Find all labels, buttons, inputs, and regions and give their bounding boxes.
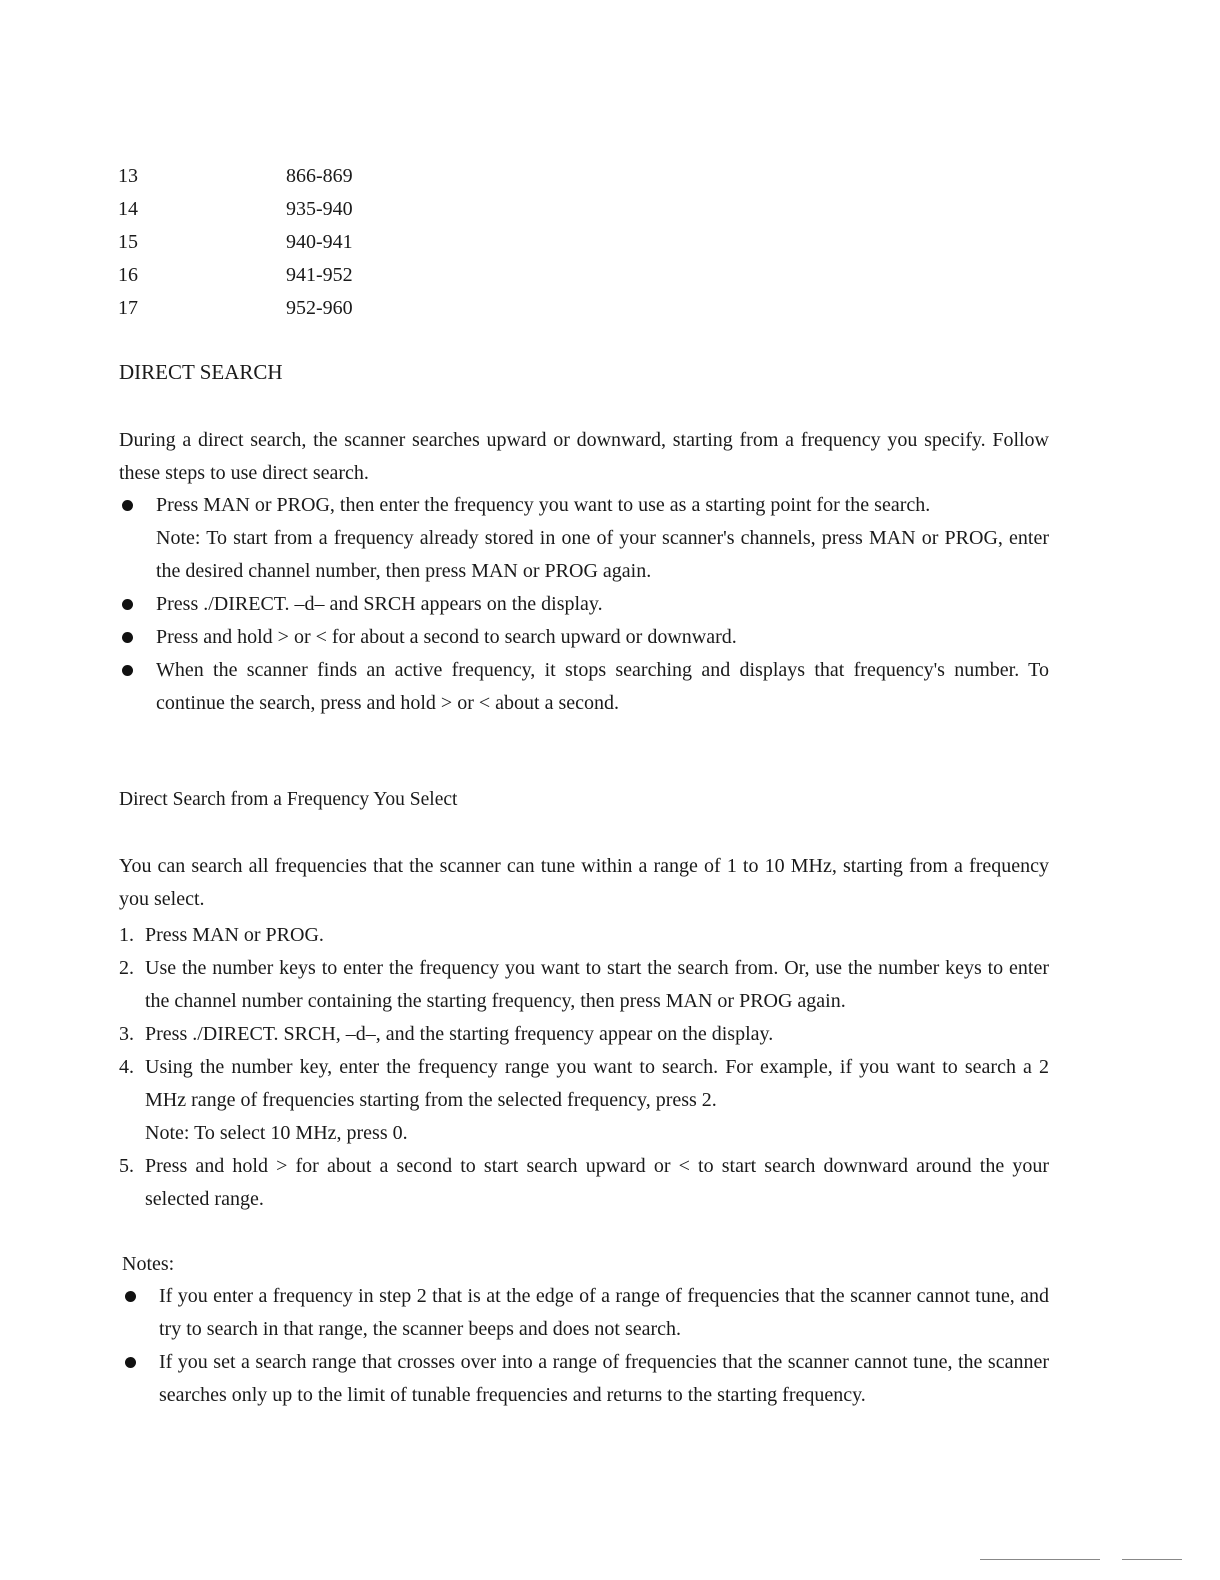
bullet-icon (125, 1291, 136, 1302)
notes-label: Notes: (122, 1253, 175, 1275)
step-text: Use the number keys to enter the frequency you want to start the search from. Or, use the number keys to enter the channel number containing the starting frequency, then press MAN or PROG again. (145, 957, 1049, 1012)
list-item (119, 489, 1049, 588)
table-row (118, 294, 486, 327)
step-number: 4. (119, 1056, 134, 1078)
step-number: 5. (119, 1155, 134, 1177)
step-text: Press MAN or PROG. (145, 924, 324, 946)
step-text: Press and hold > or < for about a second to search upward or downward. (156, 626, 737, 648)
frequency-range: 940-941 (286, 231, 353, 253)
frequency-range: 866-869 (286, 165, 353, 187)
note-text: If you enter a frequency in step 2 that is at the edge of a range of frequencies that the scanner cannot tune, and try to search in that range, the scanner beeps and does not search. (159, 1285, 1049, 1340)
notes-list (119, 1280, 1049, 1412)
bullet-icon (122, 599, 133, 610)
step-text: Press ./DIRECT. SRCH, –d–, and the starting frequency appear on the display. (145, 1023, 774, 1045)
range-number: 13 (118, 165, 138, 187)
step-number: 3. (119, 1023, 134, 1045)
list-item (119, 952, 1049, 1018)
range-number: 14 (118, 198, 138, 220)
scan-artifact (1122, 1559, 1182, 1560)
list-item (119, 654, 1049, 720)
bullet-icon (122, 665, 133, 676)
bullet-icon (125, 1357, 136, 1368)
step-note: Note: To select 10 MHz, press 0. (145, 1122, 408, 1144)
step-number: 2. (119, 957, 134, 979)
step-note: Note: To start from a frequency already stored in one of your scanner's channels, press MAN or PROG, enter the desired channel number, then press MAN or PROG again. (156, 527, 1049, 582)
step-text: Press MAN or PROG, then enter the frequency you want to use as a starting point for the search. (156, 494, 931, 516)
step-text: Using the number key, enter the frequency range you want to search. For example, if you want to search a 2 MHz range of frequencies starting from the selected frequency, press 2. (145, 1056, 1049, 1111)
section-heading: DIRECT SEARCH (119, 360, 283, 384)
frequency-range: 935-940 (286, 198, 353, 220)
list-item (119, 1018, 1049, 1051)
intro-paragraph: You can search all frequencies that the scanner can tune within a range of 1 to 10 MHz, starting from a frequency you select. (119, 855, 1049, 910)
range-number: 15 (118, 231, 138, 253)
list-item (119, 1280, 1049, 1346)
range-number: 16 (118, 264, 138, 286)
list-item (119, 621, 1049, 654)
table-row (118, 162, 486, 195)
subsection-heading: Direct Search from a Frequency You Select (119, 789, 458, 810)
scan-artifact (980, 1559, 1100, 1560)
bullet-icon (122, 632, 133, 643)
list-item (119, 1346, 1049, 1412)
frequency-range-table (118, 162, 486, 327)
step-number: 1. (119, 924, 134, 946)
step-text: Press and hold > for about a second to start search upward or < to start search downward around the your selected range. (145, 1155, 1049, 1210)
bullet-icon (122, 500, 133, 511)
step-text: When the scanner finds an active frequency, it stops searching and displays that frequency's number. To continue the search, press and hold > or < about a second. (156, 659, 1049, 714)
range-number: 17 (118, 297, 138, 319)
direct-search-steps (119, 489, 1049, 720)
frequency-range: 941-952 (286, 264, 353, 286)
table-row (118, 195, 486, 228)
list-item (119, 1051, 1049, 1150)
table-row (118, 228, 486, 261)
list-item (119, 1150, 1049, 1216)
step-text: Press ./DIRECT. –d– and SRCH appears on the display. (156, 593, 603, 615)
list-item (119, 588, 1049, 621)
frequency-range: 952-960 (286, 297, 353, 319)
select-search-steps (119, 919, 1049, 1216)
list-item (119, 919, 1049, 952)
intro-paragraph: During a direct search, the scanner searches upward or downward, starting from a frequency you specify. Follow these steps to use direct search. (119, 429, 1049, 484)
table-row (118, 261, 486, 294)
note-text: If you set a search range that crosses over into a range of frequencies that the scanner cannot tune, the scanner searches only up to the limit of tunable frequencies and returns to the starting frequency. (159, 1351, 1049, 1406)
